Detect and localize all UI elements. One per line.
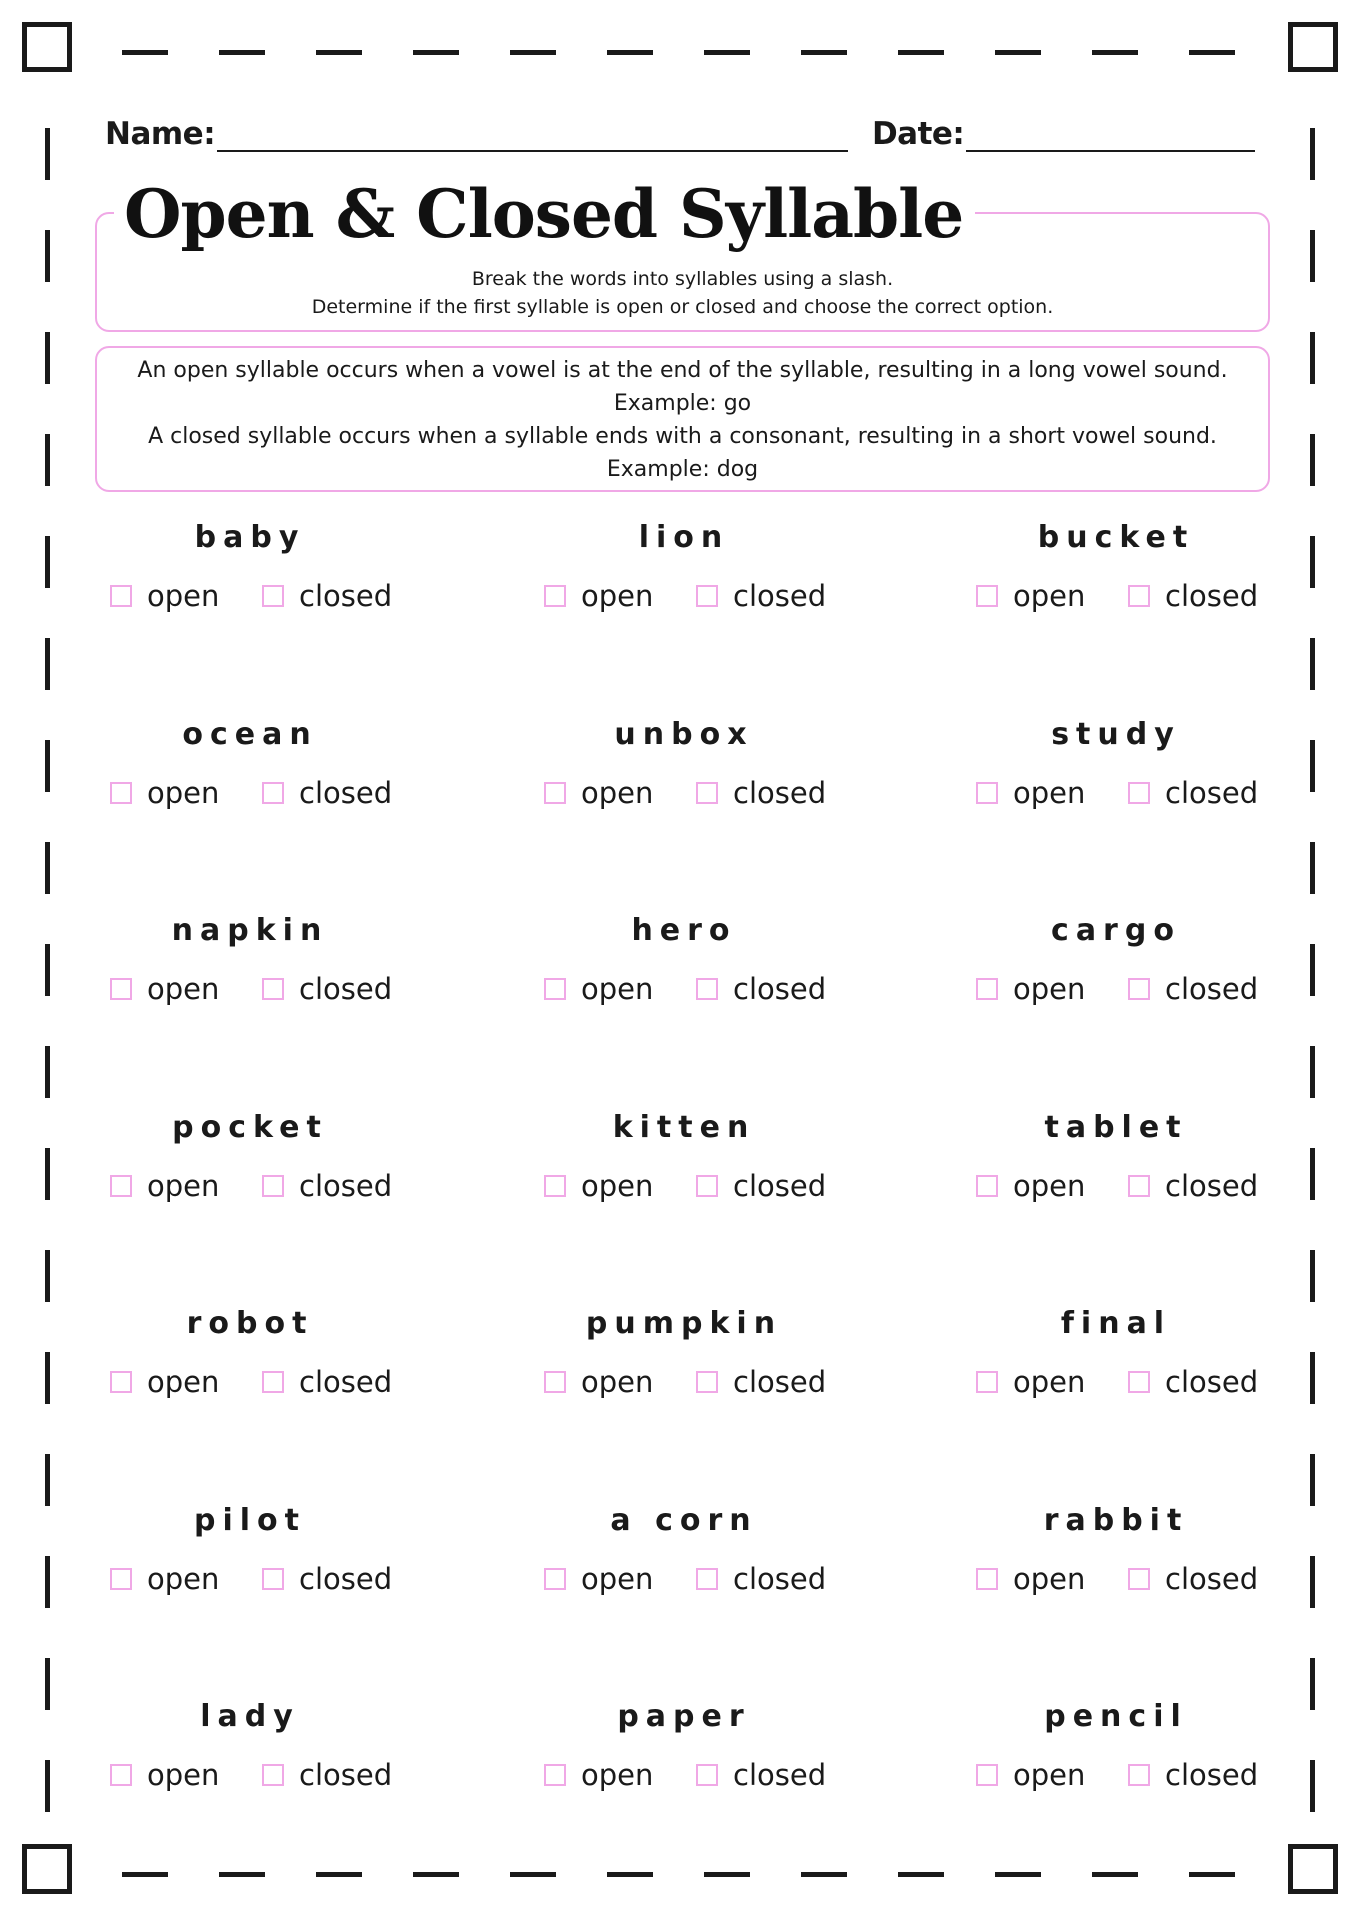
open-label: open — [147, 776, 220, 810]
border-dash — [1189, 1872, 1235, 1877]
word-label: pilot — [194, 1503, 306, 1538]
open-option[interactable] — [976, 1364, 1085, 1400]
closed-option[interactable] — [696, 1364, 826, 1400]
word-item — [474, 1503, 894, 1613]
open-option[interactable] — [976, 971, 1085, 1007]
open-syllable-example: Example: go — [613, 391, 752, 416]
open-option[interactable] — [110, 775, 219, 811]
open-option[interactable] — [544, 1364, 653, 1400]
open-option[interactable] — [976, 775, 1085, 811]
open-checkbox[interactable] — [110, 1371, 132, 1393]
open-label: open — [581, 1365, 654, 1399]
closed-label: closed — [733, 1169, 827, 1203]
border-dash — [316, 50, 362, 55]
closed-checkbox[interactable] — [1128, 585, 1150, 607]
closed-label: closed — [733, 1562, 827, 1596]
border-dash — [122, 1872, 168, 1877]
border-dash — [1092, 50, 1138, 55]
closed-label: closed — [1165, 579, 1259, 613]
date-field[interactable] — [966, 120, 1255, 152]
open-syllable-definition: An open syllable occurs when a vowel is at the end of the syllable, resulting in a long vowel sound. — [137, 358, 1228, 383]
name-label: Name: — [105, 116, 216, 152]
closed-option[interactable] — [1128, 1364, 1258, 1400]
border-dash — [898, 50, 944, 55]
open-checkbox[interactable] — [976, 978, 998, 1000]
border-dash — [45, 842, 50, 894]
open-label: open — [147, 579, 220, 613]
closed-checkbox[interactable] — [262, 1568, 284, 1590]
closed-checkbox[interactable] — [1128, 1175, 1150, 1197]
open-checkbox[interactable] — [544, 782, 566, 804]
open-checkbox[interactable] — [976, 1568, 998, 1590]
border-dash — [45, 230, 50, 282]
closed-label: closed — [299, 1562, 393, 1596]
closed-label: closed — [1165, 1365, 1259, 1399]
open-label: open — [581, 776, 654, 810]
closed-option[interactable] — [262, 1561, 392, 1597]
open-option[interactable] — [110, 578, 219, 614]
word-item — [906, 1503, 1326, 1613]
closed-label: closed — [733, 972, 827, 1006]
word-item — [40, 1306, 460, 1416]
closed-checkbox[interactable] — [696, 1175, 718, 1197]
open-label: open — [581, 579, 654, 613]
closed-option[interactable] — [696, 971, 826, 1007]
word-label: study — [1051, 717, 1181, 752]
closed-option[interactable] — [1128, 775, 1258, 811]
border-dash — [45, 1250, 50, 1302]
border-dash — [1092, 1872, 1138, 1877]
word-item — [474, 1699, 894, 1809]
closed-label: closed — [1165, 776, 1259, 810]
border-dash — [1310, 638, 1315, 690]
word-label: pocket — [172, 1110, 328, 1145]
closed-checkbox[interactable] — [696, 1568, 718, 1590]
open-checkbox[interactable] — [110, 1764, 132, 1786]
border-dash — [45, 1454, 50, 1506]
open-checkbox[interactable] — [544, 585, 566, 607]
word-item — [906, 1110, 1326, 1220]
open-label: open — [1013, 1169, 1086, 1203]
open-option[interactable] — [976, 578, 1085, 614]
closed-checkbox[interactable] — [1128, 1371, 1150, 1393]
instruction-line-2: Determine if the first syllable is open or closed and choose the correct option. — [311, 296, 1054, 318]
open-label: open — [581, 1562, 654, 1596]
word-label: napkin — [171, 913, 329, 948]
open-label: open — [147, 972, 220, 1006]
border-dash — [510, 1872, 556, 1877]
open-checkbox[interactable] — [976, 1175, 998, 1197]
word-label: lion — [638, 520, 730, 555]
word-item — [474, 913, 894, 1023]
closed-checkbox[interactable] — [262, 1371, 284, 1393]
border-dash — [1310, 1454, 1315, 1506]
closed-option[interactable] — [696, 1168, 826, 1204]
word-label: pumpkin — [585, 1306, 783, 1341]
border-dash — [122, 50, 168, 55]
closed-option[interactable] — [262, 1168, 392, 1204]
open-checkbox[interactable] — [976, 1764, 998, 1786]
border-dash — [510, 50, 556, 55]
word-item — [474, 520, 894, 630]
closed-label: closed — [299, 1758, 393, 1792]
closed-label: closed — [1165, 1169, 1259, 1203]
word-label: robot — [186, 1306, 314, 1341]
closed-option[interactable] — [262, 1364, 392, 1400]
open-checkbox[interactable] — [976, 782, 998, 804]
closed-syllable-example: Example: dog — [606, 457, 759, 482]
word-item — [474, 717, 894, 827]
closed-checkbox[interactable] — [262, 782, 284, 804]
border-dash — [413, 1872, 459, 1877]
open-checkbox[interactable] — [544, 978, 566, 1000]
closed-label: closed — [1165, 972, 1259, 1006]
word-item — [906, 1699, 1326, 1809]
word-label: baby — [194, 520, 306, 555]
word-label: lady — [200, 1699, 300, 1734]
closed-label: closed — [299, 579, 393, 613]
word-label: bucket — [1037, 520, 1195, 555]
open-label: open — [1013, 776, 1086, 810]
open-option[interactable] — [544, 1168, 653, 1204]
border-dash — [45, 638, 50, 690]
open-label: open — [1013, 579, 1086, 613]
closed-option[interactable] — [262, 578, 392, 614]
closed-syllable-definition: A closed syllable occurs when a syllable ends with a consonant, resulting in a short vowel sound. — [148, 424, 1217, 449]
open-label: open — [581, 1169, 654, 1203]
name-date-row — [105, 108, 1255, 152]
word-label: final — [1060, 1306, 1172, 1341]
open-option[interactable] — [976, 1757, 1085, 1793]
closed-option[interactable] — [1128, 1561, 1258, 1597]
border-dash — [1310, 1046, 1315, 1098]
word-label: paper — [617, 1699, 751, 1734]
closed-option[interactable] — [1128, 971, 1258, 1007]
open-checkbox[interactable] — [544, 1371, 566, 1393]
border-dash — [1310, 842, 1315, 894]
closed-label: closed — [733, 1365, 827, 1399]
open-option[interactable] — [110, 971, 219, 1007]
border-dash — [898, 1872, 944, 1877]
border-dash — [219, 50, 265, 55]
open-label: open — [147, 1758, 220, 1792]
word-item — [40, 913, 460, 1023]
open-label: open — [147, 1562, 220, 1596]
closed-label: closed — [1165, 1562, 1259, 1596]
closed-option[interactable] — [262, 775, 392, 811]
closed-label: closed — [733, 1758, 827, 1792]
border-dash — [607, 1872, 653, 1877]
open-checkbox[interactable] — [544, 1175, 566, 1197]
open-label: open — [581, 972, 654, 1006]
word-item — [40, 1699, 460, 1809]
open-label: open — [147, 1169, 220, 1203]
closed-checkbox[interactable] — [696, 1371, 718, 1393]
word-item — [906, 520, 1326, 630]
open-label: open — [1013, 1758, 1086, 1792]
border-dash — [995, 1872, 1041, 1877]
date-label: Date: — [871, 116, 965, 152]
word-item — [40, 1503, 460, 1613]
open-option[interactable] — [110, 1561, 219, 1597]
word-item — [906, 913, 1326, 1023]
word-label: pencil — [1044, 1699, 1188, 1734]
open-label: open — [1013, 1562, 1086, 1596]
open-option[interactable] — [544, 578, 653, 614]
border-dash — [1310, 1250, 1315, 1302]
closed-label: closed — [299, 1169, 393, 1203]
word-label: tablet — [1044, 1110, 1188, 1145]
closed-label: closed — [299, 972, 393, 1006]
closed-checkbox[interactable] — [262, 585, 284, 607]
border-dash — [316, 1872, 362, 1877]
closed-checkbox[interactable] — [1128, 1568, 1150, 1590]
open-option[interactable] — [544, 775, 653, 811]
border-dash — [45, 128, 50, 180]
corner-mark — [1288, 1844, 1338, 1894]
open-checkbox[interactable] — [110, 782, 132, 804]
closed-checkbox[interactable] — [696, 782, 718, 804]
closed-option[interactable] — [262, 1757, 392, 1793]
corner-mark — [22, 1844, 72, 1894]
border-dash — [413, 50, 459, 55]
open-option[interactable] — [110, 1364, 219, 1400]
closed-option[interactable] — [696, 1561, 826, 1597]
closed-checkbox[interactable] — [262, 1764, 284, 1786]
border-dash — [45, 332, 50, 384]
word-item — [474, 1110, 894, 1220]
word-label: cargo — [1051, 913, 1181, 948]
border-dash — [995, 50, 1041, 55]
border-dash — [45, 434, 50, 486]
open-label: open — [1013, 972, 1086, 1006]
closed-checkbox[interactable] — [262, 1175, 284, 1197]
open-option[interactable] — [110, 1168, 219, 1204]
open-checkbox[interactable] — [544, 1568, 566, 1590]
word-label: a corn — [610, 1503, 758, 1538]
closed-option[interactable] — [262, 971, 392, 1007]
open-checkbox[interactable] — [110, 585, 132, 607]
word-item — [40, 1110, 460, 1220]
border-dash — [607, 50, 653, 55]
border-dash — [1310, 230, 1315, 282]
open-checkbox[interactable] — [976, 585, 998, 607]
open-label: open — [1013, 1365, 1086, 1399]
closed-option[interactable] — [696, 1757, 826, 1793]
corner-mark — [1288, 22, 1338, 72]
border-dash — [1310, 332, 1315, 384]
open-checkbox[interactable] — [110, 978, 132, 1000]
closed-option[interactable] — [1128, 1757, 1258, 1793]
closed-label: closed — [299, 776, 393, 810]
closed-checkbox[interactable] — [1128, 1764, 1150, 1786]
closed-label: closed — [1165, 1758, 1259, 1792]
open-option[interactable] — [110, 1757, 219, 1793]
word-item — [40, 520, 460, 630]
border-dash — [801, 1872, 847, 1877]
closed-option[interactable] — [1128, 1168, 1258, 1204]
border-dash — [1189, 50, 1235, 55]
open-option[interactable] — [976, 1561, 1085, 1597]
open-checkbox[interactable] — [976, 1371, 998, 1393]
closed-option[interactable] — [1128, 578, 1258, 614]
open-checkbox[interactable] — [544, 1764, 566, 1786]
open-option[interactable] — [544, 1561, 653, 1597]
border-dash — [704, 1872, 750, 1877]
closed-label: closed — [733, 579, 827, 613]
word-label: hero — [631, 913, 737, 948]
open-option[interactable] — [544, 1757, 653, 1793]
open-label: open — [147, 1365, 220, 1399]
word-item — [40, 717, 460, 827]
border-dash — [1310, 128, 1315, 180]
border-dash — [45, 1046, 50, 1098]
word-label: kitten — [612, 1110, 756, 1145]
border-dash — [801, 50, 847, 55]
definitions-box — [95, 346, 1270, 492]
word-label: ocean — [182, 717, 318, 752]
closed-option[interactable] — [696, 775, 826, 811]
closed-label: closed — [733, 776, 827, 810]
word-item — [474, 1306, 894, 1416]
open-label: open — [581, 1758, 654, 1792]
border-dash — [1310, 434, 1315, 486]
word-item — [906, 1306, 1326, 1416]
word-item — [906, 717, 1326, 827]
open-option[interactable] — [976, 1168, 1085, 1204]
closed-checkbox[interactable] — [1128, 782, 1150, 804]
closed-checkbox[interactable] — [696, 585, 718, 607]
word-label: unbox — [614, 717, 754, 752]
closed-option[interactable] — [696, 578, 826, 614]
word-label: rabbit — [1043, 1503, 1189, 1538]
closed-checkbox[interactable] — [696, 1764, 718, 1786]
worksheet-title: Open & Closed Syllable — [114, 170, 975, 258]
closed-checkbox[interactable] — [1128, 978, 1150, 1000]
instruction-line-1: Break the words into syllables using a slash. — [471, 268, 894, 290]
border-dash — [704, 50, 750, 55]
name-field[interactable] — [217, 120, 848, 152]
open-checkbox[interactable] — [110, 1568, 132, 1590]
open-option[interactable] — [544, 971, 653, 1007]
open-checkbox[interactable] — [110, 1175, 132, 1197]
corner-mark — [22, 22, 72, 72]
closed-label: closed — [299, 1365, 393, 1399]
closed-checkbox[interactable] — [696, 978, 718, 1000]
border-dash — [219, 1872, 265, 1877]
closed-checkbox[interactable] — [262, 978, 284, 1000]
